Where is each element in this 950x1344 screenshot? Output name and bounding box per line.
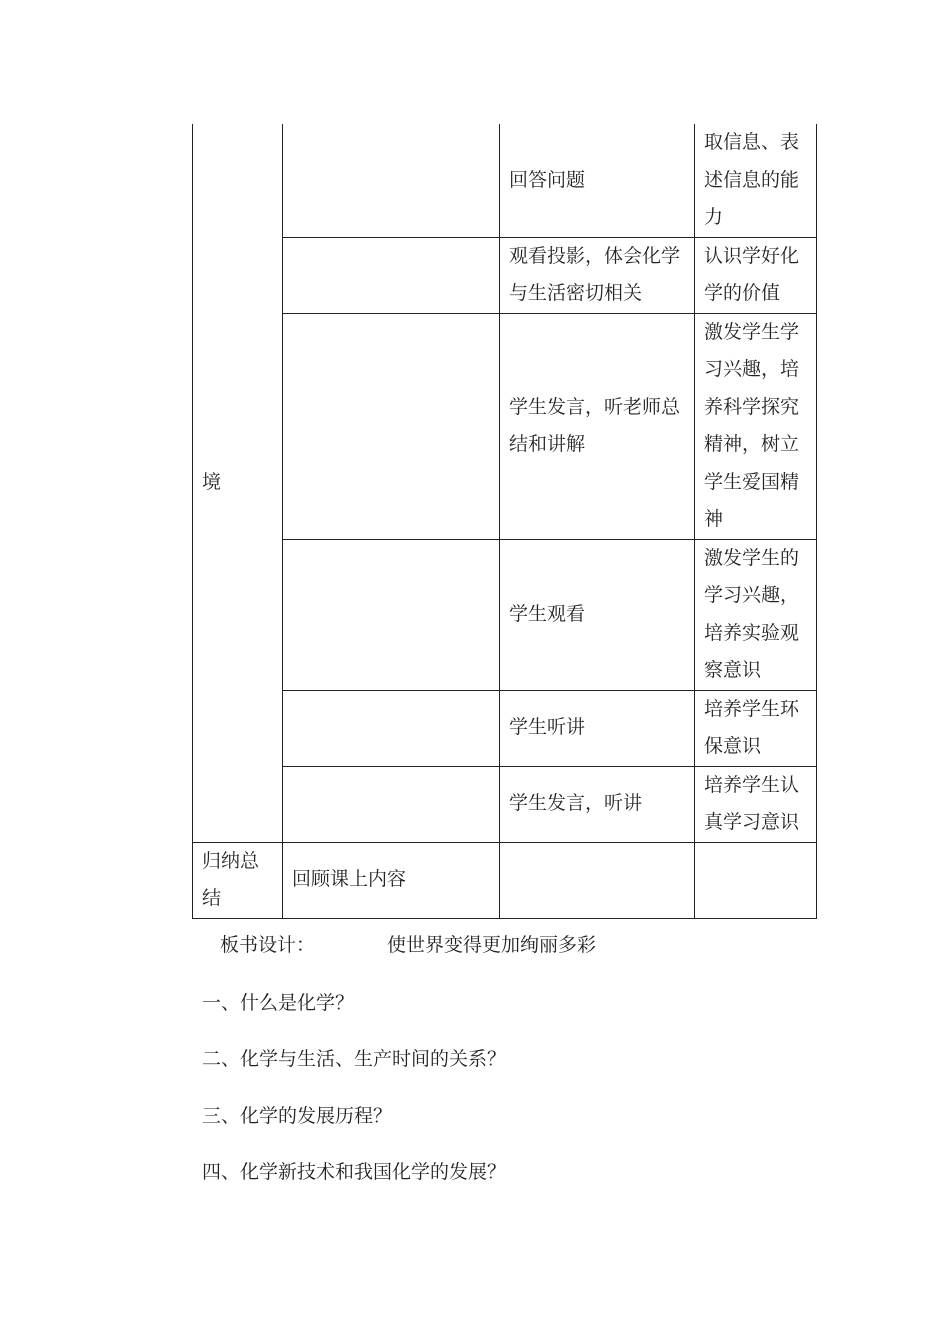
design-purpose-cell: 激发学生学习兴趣，培养科学探究精神，树立学生爱国精神	[695, 313, 817, 539]
board-design	[220, 928, 596, 962]
outline-item-3: 三、化学的发展历程？	[202, 1105, 393, 1127]
table-row	[193, 766, 817, 842]
outline-item-2: 二、化学与生活、生产时间的关系？	[202, 1048, 507, 1070]
design-purpose-cell: 取信息、表述信息的能力	[695, 124, 817, 237]
table-row-summary	[193, 842, 817, 918]
table-row	[193, 237, 817, 313]
summary-stage-cell: 归纳总结	[193, 842, 283, 918]
table-row	[193, 313, 817, 539]
board-design-title: 使世界变得更加绚丽多彩	[387, 934, 597, 956]
stage-cell: 境	[193, 124, 283, 842]
student-activity-cell: 观看投影，体会化学与生活密切相关	[500, 237, 695, 313]
summary-purpose-cell	[695, 842, 817, 918]
outline-item-4: 四、化学新技术和我国化学的发展？	[202, 1161, 507, 1183]
table-row	[193, 124, 817, 237]
table-row	[193, 539, 817, 690]
board-design-label: 板书设计：	[220, 934, 316, 956]
student-activity-cell: 学生观看	[500, 539, 695, 690]
teacher-activity-cell	[283, 124, 500, 237]
teacher-activity-cell	[283, 237, 500, 313]
summary-activity-cell	[500, 842, 695, 918]
design-purpose-cell: 认识学好化学的价值	[695, 237, 817, 313]
design-purpose-cell: 培养学生环保意识	[695, 690, 817, 766]
teacher-activity-cell	[283, 313, 500, 539]
teacher-activity-cell	[283, 690, 500, 766]
table-row	[193, 690, 817, 766]
design-purpose-cell: 激发学生的学习兴趣，培养实验观察意识	[695, 539, 817, 690]
teacher-activity-cell	[283, 766, 500, 842]
student-activity-cell: 学生发言，听老师总结和讲解	[500, 313, 695, 539]
teacher-activity-cell	[283, 539, 500, 690]
outline-item-1: 一、什么是化学？	[202, 992, 355, 1014]
lesson-plan-table	[192, 124, 817, 919]
design-purpose-cell: 培养学生认真学习意识	[695, 766, 817, 842]
student-activity-cell: 学生发言，听讲	[500, 766, 695, 842]
student-activity-cell: 学生听讲	[500, 690, 695, 766]
student-activity-cell: 回答问题	[500, 124, 695, 237]
summary-teacher-cell: 回顾课上内容	[283, 842, 500, 918]
